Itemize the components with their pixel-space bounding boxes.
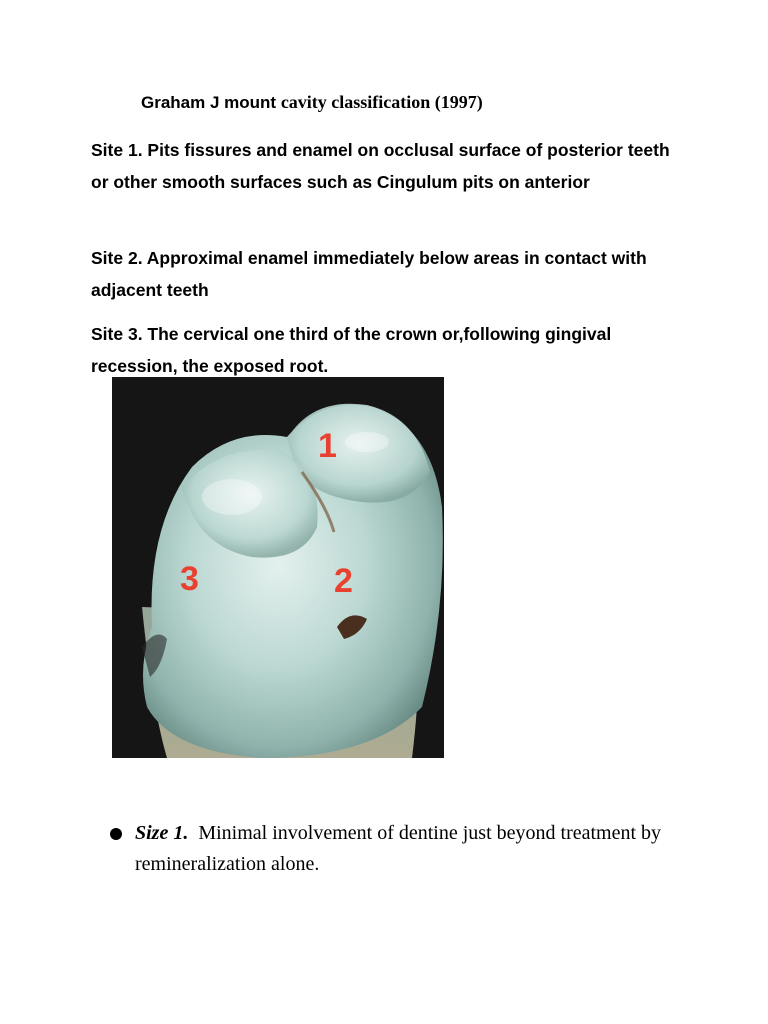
list-item-size-1 [110,818,670,880]
bullet-icon [110,828,122,840]
bullet-term: Size 1. [135,822,189,844]
title-author: Graham J mount [141,93,281,112]
site-3-marker: 3 [180,560,199,598]
site-2-marker: 2 [334,562,353,600]
bullet-description: Minimal involvement of dentine just beyond treatment by remineralization alone. [135,822,662,875]
site-2-description: Site 2. Approximal enamel immediately below areas in contact with adjacent teeth [91,248,647,300]
site-1-marker: 1 [318,427,337,465]
page-title [141,92,483,113]
bullet-text [135,818,670,880]
tooth-photo [112,377,444,758]
tooth-illustration [112,377,444,758]
title-classification: cavity classification (1997) [280,92,483,112]
site-3-description: Site 3. The cervical one third of the crown or,following gingival recession, the exposed root. [91,324,612,376]
site-1-description: Site 1. Pits fissures and enamel on occlusal surface of posterior teeth or other smooth surfaces such as Cingulum pits on anterior [91,140,670,192]
